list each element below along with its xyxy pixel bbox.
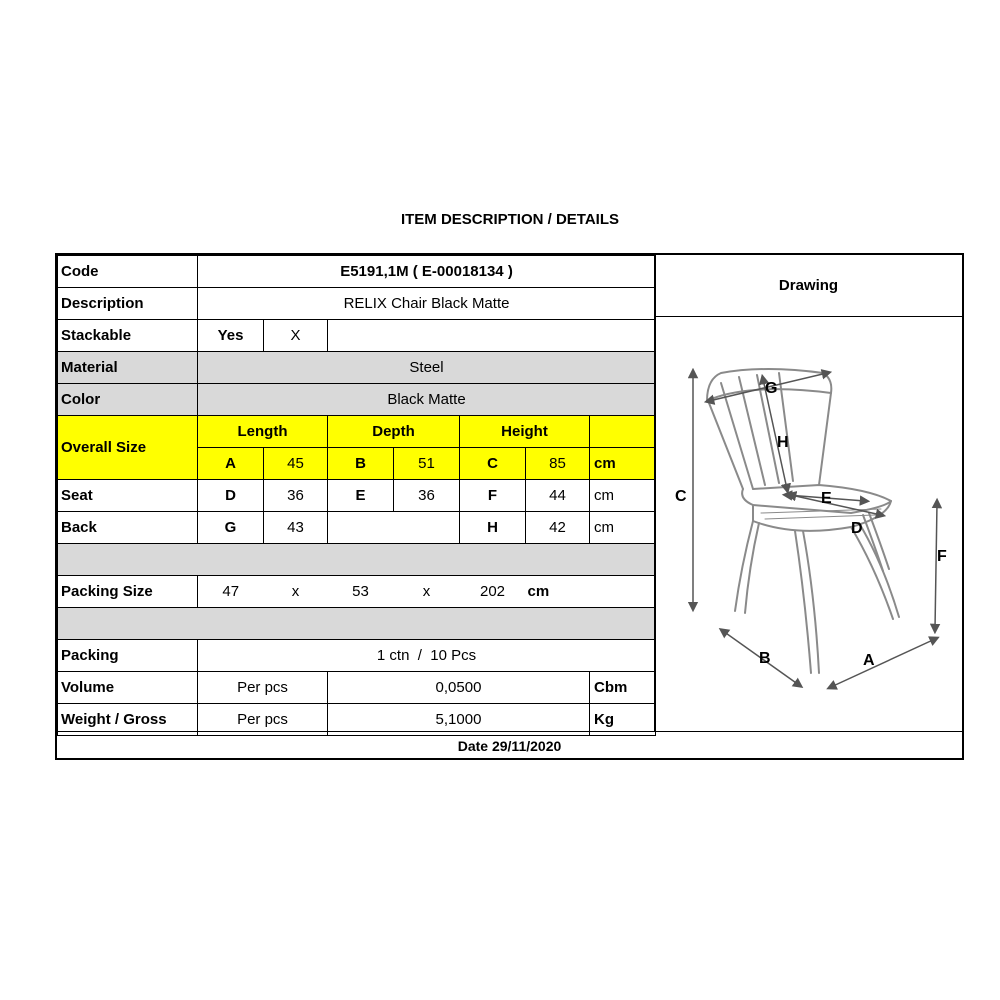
packing-length: 47 bbox=[198, 576, 264, 608]
chair-drawing bbox=[655, 317, 961, 731]
label-d: D bbox=[851, 520, 863, 537]
details-table bbox=[57, 255, 656, 736]
color-label: Color bbox=[58, 384, 198, 416]
volume-row bbox=[58, 672, 656, 704]
stackable-row bbox=[58, 320, 656, 352]
packing-size-unit: cm bbox=[526, 576, 590, 608]
packing-value: 1 ctn / 10 Pcs bbox=[198, 640, 656, 672]
seat-e-letter: E bbox=[328, 480, 394, 512]
packing-row bbox=[58, 640, 656, 672]
volume-value: 0,0500 bbox=[328, 672, 590, 704]
volume-basis: Per pcs bbox=[198, 672, 328, 704]
unit-header-empty bbox=[590, 416, 656, 448]
volume-label: Volume bbox=[58, 672, 198, 704]
weight-label: Weight / Gross bbox=[58, 704, 198, 736]
seat-e-value: 36 bbox=[394, 480, 460, 512]
drawing-header: Drawing bbox=[654, 255, 962, 317]
depth-header: Depth bbox=[328, 416, 460, 448]
code-value: E5191,1M ( E-00018134 ) bbox=[198, 256, 656, 288]
color-value: Black Matte bbox=[198, 384, 656, 416]
packing-size-row bbox=[58, 576, 656, 608]
material-value: Steel bbox=[198, 352, 656, 384]
drawing-area bbox=[654, 317, 962, 731]
height-letter: C bbox=[460, 448, 526, 480]
weight-unit: Kg bbox=[590, 704, 656, 736]
back-unit: cm bbox=[590, 512, 656, 544]
stackable-label: Stackable bbox=[58, 320, 198, 352]
spacer-cell bbox=[58, 544, 656, 576]
seat-f-value: 44 bbox=[526, 480, 590, 512]
overall-size-unit: cm bbox=[590, 448, 656, 480]
description-row bbox=[58, 288, 656, 320]
back-h-value: 42 bbox=[526, 512, 590, 544]
length-value: 45 bbox=[264, 448, 328, 480]
item-details-sheet bbox=[55, 253, 964, 760]
seat-unit: cm bbox=[590, 480, 656, 512]
seat-row bbox=[58, 480, 656, 512]
volume-unit: Cbm bbox=[590, 672, 656, 704]
spacer-row-2 bbox=[58, 608, 656, 640]
stackable-empty-cell bbox=[328, 320, 656, 352]
seat-d-letter: D bbox=[198, 480, 264, 512]
packing-sep-1: x bbox=[264, 576, 328, 608]
back-g-value: 43 bbox=[264, 512, 328, 544]
label-c: C bbox=[675, 488, 687, 505]
seat-f-letter: F bbox=[460, 480, 526, 512]
chair-outline bbox=[707, 369, 899, 673]
description-label: Description bbox=[58, 288, 198, 320]
height-value: 85 bbox=[526, 448, 590, 480]
spacer-cell-2 bbox=[58, 608, 656, 640]
label-b: B bbox=[759, 650, 771, 667]
label-h: H bbox=[777, 434, 789, 451]
label-a: A bbox=[863, 652, 875, 669]
spacer-row bbox=[58, 544, 656, 576]
back-row bbox=[58, 512, 656, 544]
packing-label: Packing bbox=[58, 640, 198, 672]
page-title: ITEM DESCRIPTION / DETAILS bbox=[400, 211, 620, 228]
label-e: E bbox=[821, 490, 832, 507]
stackable-mark: X bbox=[264, 320, 328, 352]
weight-value: 5,1000 bbox=[328, 704, 590, 736]
date-footer: Date 29/11/2020 bbox=[57, 731, 962, 760]
packing-size-empty bbox=[590, 576, 656, 608]
color-row bbox=[58, 384, 656, 416]
height-header: Height bbox=[460, 416, 590, 448]
length-letter: A bbox=[198, 448, 264, 480]
length-header: Length bbox=[198, 416, 328, 448]
seat-label: Seat bbox=[58, 480, 198, 512]
material-row bbox=[58, 352, 656, 384]
material-label: Material bbox=[58, 352, 198, 384]
weight-basis: Per pcs bbox=[198, 704, 328, 736]
description-value: RELIX Chair Black Matte bbox=[198, 288, 656, 320]
depth-letter: B bbox=[328, 448, 394, 480]
packing-size-label: Packing Size bbox=[58, 576, 198, 608]
label-f: F bbox=[937, 548, 947, 565]
back-g-letter: G bbox=[198, 512, 264, 544]
packing-width: 53 bbox=[328, 576, 394, 608]
code-label: Code bbox=[58, 256, 198, 288]
back-label: Back bbox=[58, 512, 198, 544]
packing-height: 202 bbox=[460, 576, 526, 608]
depth-value: 51 bbox=[394, 448, 460, 480]
seat-d-value: 36 bbox=[264, 480, 328, 512]
dimension-labels bbox=[675, 380, 947, 669]
overall-size-label: Overall Size bbox=[58, 416, 198, 480]
stackable-answer: Yes bbox=[198, 320, 264, 352]
overall-size-header-row bbox=[58, 416, 656, 448]
back-h-letter: H bbox=[460, 512, 526, 544]
code-row bbox=[58, 256, 656, 288]
packing-sep-2: x bbox=[394, 576, 460, 608]
label-g: G bbox=[765, 380, 778, 397]
back-empty-cell bbox=[328, 512, 460, 544]
